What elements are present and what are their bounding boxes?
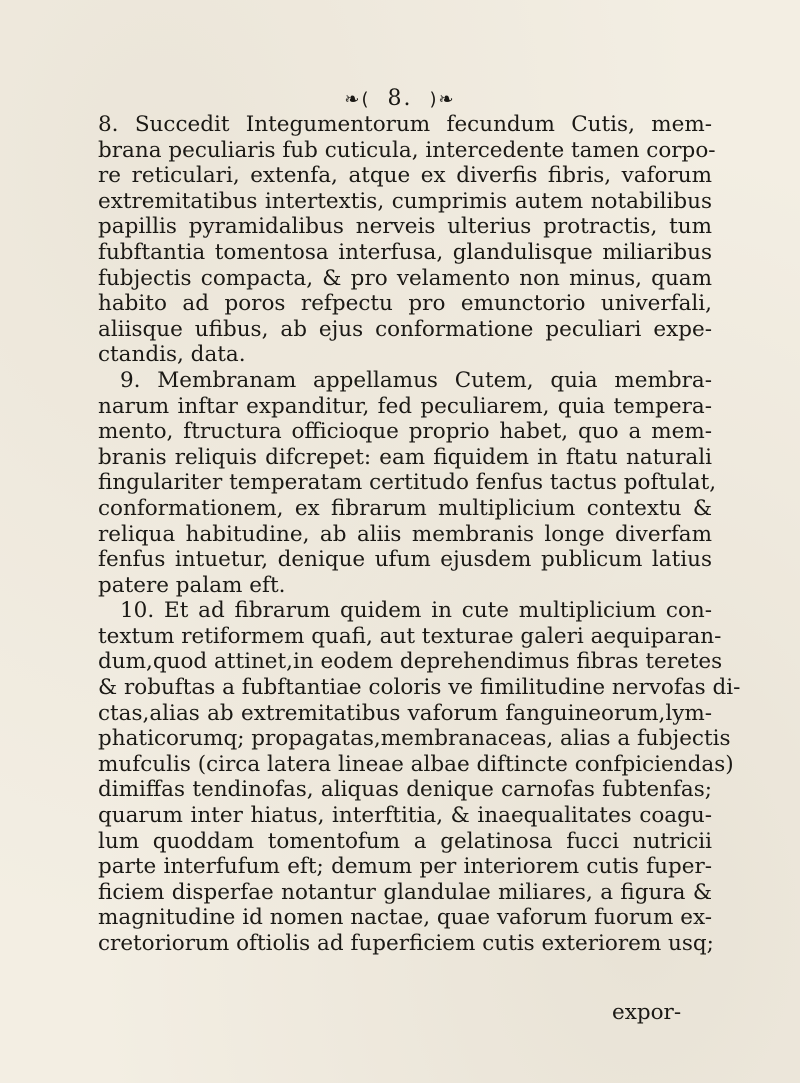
text-line: reliqua habitudine, ab aliis membranis longe diverfam — [98, 521, 712, 547]
text-line: narum inftar expanditur, fed peculiarem, quia tempera- — [98, 393, 712, 419]
text-line: cretoriorum oftiolis ad fuperficiem cutis exteriorem usq; — [98, 931, 714, 956]
text-line: branis reliquis difcrepet: eam fiquidem in ftatu naturali — [98, 444, 712, 470]
catchword: expor- — [612, 1000, 682, 1025]
body-text — [98, 112, 741, 957]
header-left-ornament: ❧( — [344, 89, 371, 110]
header-right-ornament: )❧ — [429, 89, 456, 110]
text-line: aliisque ufibus, ab ejus conformatione peculiari expe- — [98, 316, 712, 342]
text-line: parte interfufum eft; demum per interiorem cutis fuper- — [98, 854, 712, 880]
text-line: & robuftas a fubftantiae coloris ve fimilitudine nervofas di- — [98, 675, 741, 701]
text-line: mufculis (circa latera lineae albae diftincte confpiciendas) — [98, 751, 734, 777]
text-line: fubjectis compacta, & pro velamento non minus, quam — [98, 265, 712, 291]
text-line: patere palam eft. — [98, 572, 286, 598]
page-header — [0, 86, 800, 111]
text-line: magnitudine id nomen nactae, quae vaforum fuorum ex- — [98, 905, 712, 931]
text-line: papillis pyramidalibus nerveis ulterius protractis, tum — [98, 214, 712, 240]
text-line: dimiffas tendinofas, aliquas denique carnofas fubtenfas; — [98, 777, 712, 803]
text-line: ficiem disperfae notantur glandulae miliares, a figura & — [98, 879, 712, 905]
text-line: conformationem, ex fibrarum multiplicium contextu & — [98, 495, 712, 521]
page-number: 8. — [387, 86, 413, 111]
text-line: lum quoddam tomentofum a gelatinosa fucci nutricii — [98, 828, 712, 854]
text-line: fubftantia tomentosa interfusa, glandulisque miliaribus — [98, 239, 712, 265]
text-line: re reticulari, extenfa, atque ex diverfis fibris, vaforum — [98, 163, 712, 189]
text-line: ctandis, data. — [98, 342, 246, 368]
text-line: 9. Membranam appellamus Cutem, quia membra- — [120, 367, 712, 393]
text-line: brana peculiaris fub cuticula, intercedente tamen corpo- — [98, 137, 716, 163]
text-line: textum retiformem quafi, aut texturae galeri aequiparan- — [98, 623, 722, 649]
text-line: dum,quod attinet,in eodem deprehendimus fibras teretes — [98, 649, 723, 675]
text-line: quarum inter hiatus, interftitia, & inaequalitates coagu- — [98, 803, 712, 829]
text-line: habito ad poros refpectu pro emunctorio univerfali, — [98, 291, 712, 317]
text-line: extremitatibus intertextis, cumprimis autem notabilibus — [98, 188, 712, 214]
text-line: ctas,alias ab extremitatibus vaforum fanguineorum,lym- — [98, 700, 712, 726]
text-line: 8. Succedit Integumentorum fecundum Cutis, mem- — [98, 112, 712, 137]
text-line: mento, ftructura officioque proprio habet, quo a mem- — [98, 419, 712, 445]
text-line: 10. Et ad fibrarum quidem in cute multiplicium con- — [120, 598, 712, 624]
text-line: phaticorumq; propagatas,membranaceas, alias a fubjectis — [98, 726, 731, 752]
text-line: fenfus intuetur, denique ufum ejusdem publicum latius — [98, 547, 712, 573]
text-line: fingulariter temperatam certitudo fenfus tactus poftulat, — [98, 470, 717, 496]
